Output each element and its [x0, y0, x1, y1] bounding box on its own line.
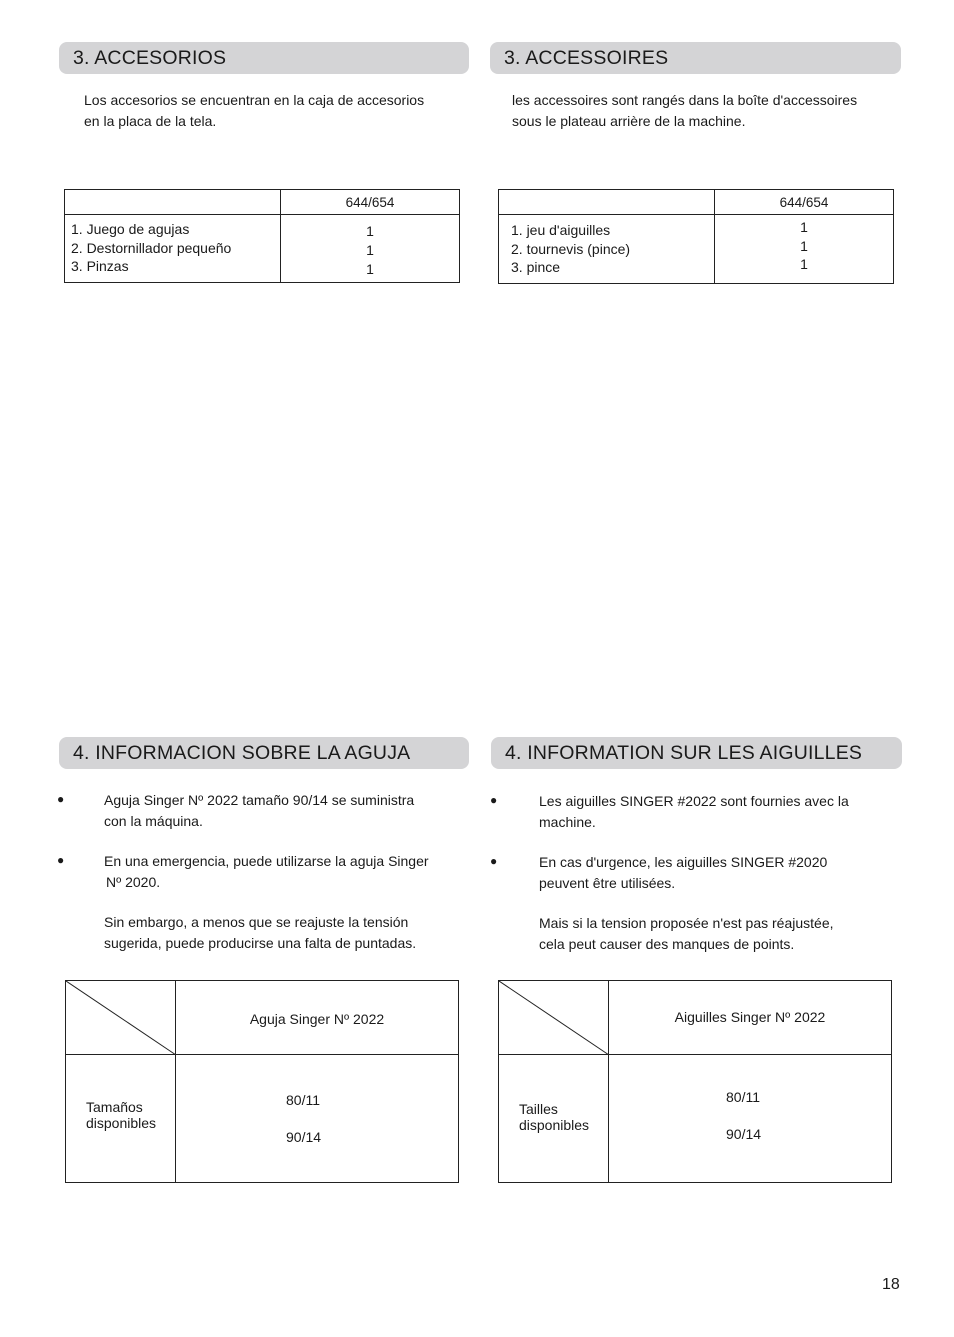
- table-row-label: [86, 1099, 156, 1131]
- bullet-icon: ●: [490, 854, 498, 868]
- accessoires-intro: [512, 90, 912, 131]
- section-heading-informacion-aguja: 4. INFORMACION SOBRE LA AGUJA: [59, 737, 469, 769]
- table-col-header: 644/654: [281, 190, 460, 215]
- table-header-empty: [499, 190, 715, 215]
- needle-size-table-fr: [498, 980, 892, 1183]
- intro-line: Los accesorios se encuentran en la caja de accesorios: [84, 92, 425, 108]
- table-col-header: Aguja Singer Nº 2022: [249, 1011, 385, 1027]
- list-item: 1. Juego de agujas: [71, 221, 190, 237]
- section-heading-information-aiguilles: 4. INFORMATION SUR LES AIGUILLES: [491, 737, 902, 769]
- bullet-icon: ●: [57, 853, 65, 867]
- intro-line: sous le plateau arrière de la machine.: [512, 112, 746, 129]
- accesorios-intro: [84, 90, 474, 131]
- text-line: Nº 2020.: [106, 873, 161, 890]
- size-value: 90/14: [726, 1126, 762, 1142]
- needle-note: [104, 912, 474, 953]
- intro-line: les accessoires sont rangés dans la boîte d'accessoires: [512, 92, 858, 108]
- table-col-header: Aiguilles Singer Nº 2022: [674, 1009, 826, 1025]
- accessories-table-es: [64, 189, 460, 283]
- qty-value: 1: [366, 242, 374, 258]
- list-item: 2. Destornillador pequeño: [71, 239, 232, 256]
- label-line: disponibles: [519, 1117, 590, 1133]
- bullet-icon: ●: [490, 793, 498, 807]
- bullet-icon: ●: [57, 792, 65, 806]
- needle-bullet-1: [104, 790, 474, 831]
- accessories-item-list: [499, 215, 715, 284]
- label-line: disponibles: [86, 1115, 157, 1131]
- needle-bullet-1: [539, 791, 909, 832]
- table-col-header: 644/654: [715, 190, 894, 215]
- text-line: Mais si la tension proposée n'est pas réajustée,: [539, 915, 834, 931]
- accessories-table-fr: [498, 189, 894, 284]
- qty-value: 1: [800, 219, 808, 235]
- label-line: Tailles: [519, 1101, 558, 1117]
- text-line: sugerida, puede producirse una falta de puntadas.: [104, 934, 417, 951]
- qty-value: 1: [800, 256, 808, 272]
- text-line: En cas d'urgence, les aiguilles SINGER #2020: [539, 854, 828, 870]
- needle-bullet-2: [104, 851, 474, 892]
- needle-bullet-2: [539, 852, 909, 893]
- accessories-qty-list: [281, 215, 460, 283]
- text-line: Sin embargo, a menos que se reajuste la tensión: [104, 914, 409, 930]
- accessories-item-list: [65, 215, 281, 283]
- text-line: machine.: [539, 813, 596, 830]
- row-divider: [66, 1054, 458, 1055]
- text-line: cela peut causer des manques de points.: [539, 935, 795, 952]
- list-item: 2. tournevis (pince): [511, 240, 631, 257]
- qty-value: 1: [366, 223, 374, 239]
- section-heading-accessoires: 3. ACCESSOIRES: [490, 42, 901, 74]
- list-item: 1. jeu d'aiguilles: [511, 222, 611, 238]
- list-item: 3. Pinzas: [71, 258, 129, 274]
- text-line: peuvent être utilisées.: [539, 874, 676, 891]
- intro-line: en la placa de la tela.: [84, 112, 217, 129]
- needle-size-table-es: [65, 980, 459, 1183]
- row-divider: [499, 1054, 891, 1055]
- list-item: 3. pince: [511, 259, 561, 275]
- table-row-label: [519, 1101, 589, 1133]
- page-number: 18: [882, 1276, 900, 1293]
- qty-value: 1: [800, 237, 808, 254]
- size-value: 80/11: [286, 1092, 320, 1108]
- needle-note: [539, 913, 909, 954]
- text-line: En una emergencia, puede utilizarse la aguja Singer: [104, 853, 429, 869]
- size-value: 80/11: [726, 1089, 760, 1105]
- section-heading-accesorios: 3. ACCESORIOS: [59, 42, 469, 74]
- text-line: Les aiguilles SINGER #2022 sont fournies avec la: [539, 793, 849, 809]
- text-line: Aguja Singer Nº 2022 tamaño 90/14 se suministra: [104, 792, 415, 808]
- size-value: 90/14: [286, 1129, 322, 1145]
- label-line: Tamaños: [86, 1099, 143, 1115]
- accessories-qty-list: [715, 215, 894, 284]
- text-line: con la máquina.: [104, 812, 203, 829]
- qty-value: 1: [366, 261, 374, 277]
- table-header-empty: [65, 190, 281, 215]
